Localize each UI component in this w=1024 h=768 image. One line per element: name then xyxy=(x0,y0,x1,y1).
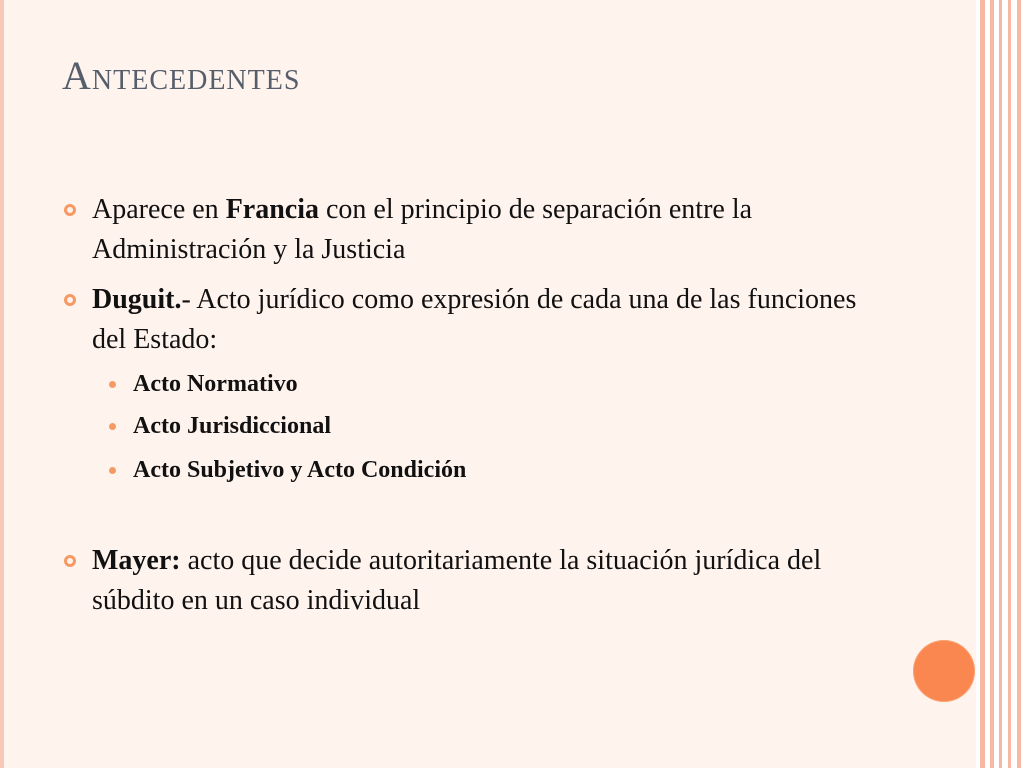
bullet-item-duguit xyxy=(92,280,892,360)
bullet-ring-icon xyxy=(64,294,76,306)
bullet-text-bold: Francia xyxy=(225,194,319,225)
sub-bullet-dot-icon xyxy=(109,467,116,474)
bullet-ring-icon xyxy=(64,555,76,567)
sub-item-acto-normativo xyxy=(133,369,833,399)
stripe xyxy=(999,0,1002,768)
decorative-stripes xyxy=(976,0,1024,768)
stripe xyxy=(1017,0,1021,768)
sub-item-acto-subjetivo xyxy=(133,455,833,485)
bullet-item-mayer xyxy=(92,541,892,621)
sub-item-label: Acto Subjetivo y Acto Condición xyxy=(133,457,467,483)
bullet-text-bold: Duguit. xyxy=(92,284,182,315)
bullet-text-post: acto que decide autoritariamente la situación jurídica del súbdito en un caso individual xyxy=(92,545,822,616)
bullet-text-post: con el principio de separación entre la Administración y la Justicia xyxy=(92,194,753,265)
stripe xyxy=(990,0,994,768)
bullet-ring-icon xyxy=(64,204,76,216)
slide-title: Antecedentes xyxy=(62,53,301,98)
bullet-text-post: - Acto jurídico como expresión de cada una de las funciones del Estado: xyxy=(92,284,857,355)
sub-bullet-dot-icon xyxy=(109,423,116,430)
stripe xyxy=(980,0,985,768)
decorative-circle xyxy=(913,640,975,702)
bullet-item-francia xyxy=(92,190,892,270)
sub-item-acto-jurisdiccional xyxy=(133,411,833,441)
sub-bullet-dot-icon xyxy=(109,381,116,388)
bullet-text-pre: Aparece en xyxy=(92,194,226,225)
sub-item-label: Acto Normativo xyxy=(133,371,298,397)
sub-item-label: Acto Jurisdiccional xyxy=(133,413,331,439)
bullet-text-bold: Mayer: xyxy=(92,545,181,576)
stripe xyxy=(1008,0,1011,768)
